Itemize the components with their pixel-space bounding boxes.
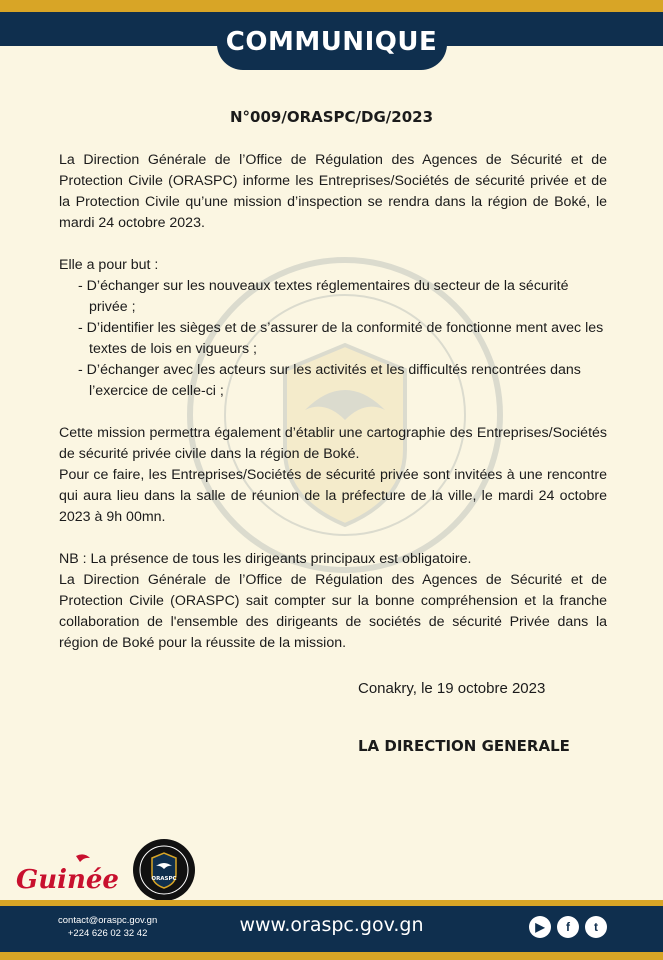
twitter-icon[interactable]: t xyxy=(585,916,607,938)
website-link[interactable]: www.oraspc.gov.gn xyxy=(239,914,424,936)
header-tab xyxy=(217,14,447,70)
footer xyxy=(0,906,663,952)
bottom-gold-bar xyxy=(0,952,663,960)
meeting-paragraph: Pour ce faire, les Entreprises/Sociétés de sécurité privée sont invitées à une rencontre qui aura lieu dans la salle de réunion de la préfecture de la ville, le mardi 24 octobre 2023 à 9h 00mn. xyxy=(59,467,607,525)
contact-phone: +224 626 02 32 42 xyxy=(67,928,148,939)
closing-paragraph: La Direction Générale de l’Office de Régulation des Agences de Sécurité et de Protection Civile (ORASPC) sait compter sur la bonne compréhension et la franche collaboration de l'ensemble des dirigeants de sociétés de sécurité Privée dans la région de Boké pour la réussite de la mission. xyxy=(59,572,607,651)
purpose-list xyxy=(59,276,607,402)
nb-paragraph: NB : La présence de tous les dirigeants principaux est obligatoire. xyxy=(59,551,472,567)
purpose-intro: Elle a pour but : xyxy=(59,257,159,273)
social-links xyxy=(529,916,607,938)
communique-body xyxy=(59,150,607,654)
guinee-logo-text: Guinée xyxy=(16,865,119,895)
intro-paragraph: La Direction Générale de l’Office de Régulation des Agences de Sécurité et de Protection Civile (ORASPC) informe les Entreprises/Sociétés de sécurité privée et de la Protection Civile qu’une mission d’inspection se rendra dans la région de Boké, le mardi 24 octobre 2023. xyxy=(59,152,607,231)
youtube-icon[interactable]: ▶ xyxy=(529,916,551,938)
top-gold-bar xyxy=(0,0,663,12)
signatory: LA DIRECTION GENERALE xyxy=(358,737,570,755)
list-item: - D’échanger sur les nouveaux textes réglementaires du secteur de la sécurité privée ; xyxy=(78,278,569,315)
oraspc-logo xyxy=(132,838,196,902)
reference-number: N°009/ORASPC/DG/2023 xyxy=(229,108,434,126)
place-date: Conakry, le 19 octobre 2023 xyxy=(358,680,546,697)
mapping-paragraph: Cette mission permettra également d’établir une cartographie des Entreprises/Sociétés de sécurité privée civile dans la région de Boké. xyxy=(59,425,607,462)
contact-email[interactable]: contact@oraspc.gov.gn xyxy=(58,915,158,926)
list-item: - D’identifier les sièges et de s’assurer de la conformité de fonctionne ment avec les textes de lois en vigueurs ; xyxy=(78,320,604,357)
page-title: COMMUNIQUE xyxy=(225,27,438,57)
facebook-icon[interactable]: f xyxy=(557,916,579,938)
list-item: - D’échanger avec les acteurs sur les activités et les difficultés rencontrées dans l’exercice de celle-ci ; xyxy=(78,362,581,399)
oraspc-logo-text: ORASPC xyxy=(151,876,177,882)
guinee-logo xyxy=(14,852,124,896)
